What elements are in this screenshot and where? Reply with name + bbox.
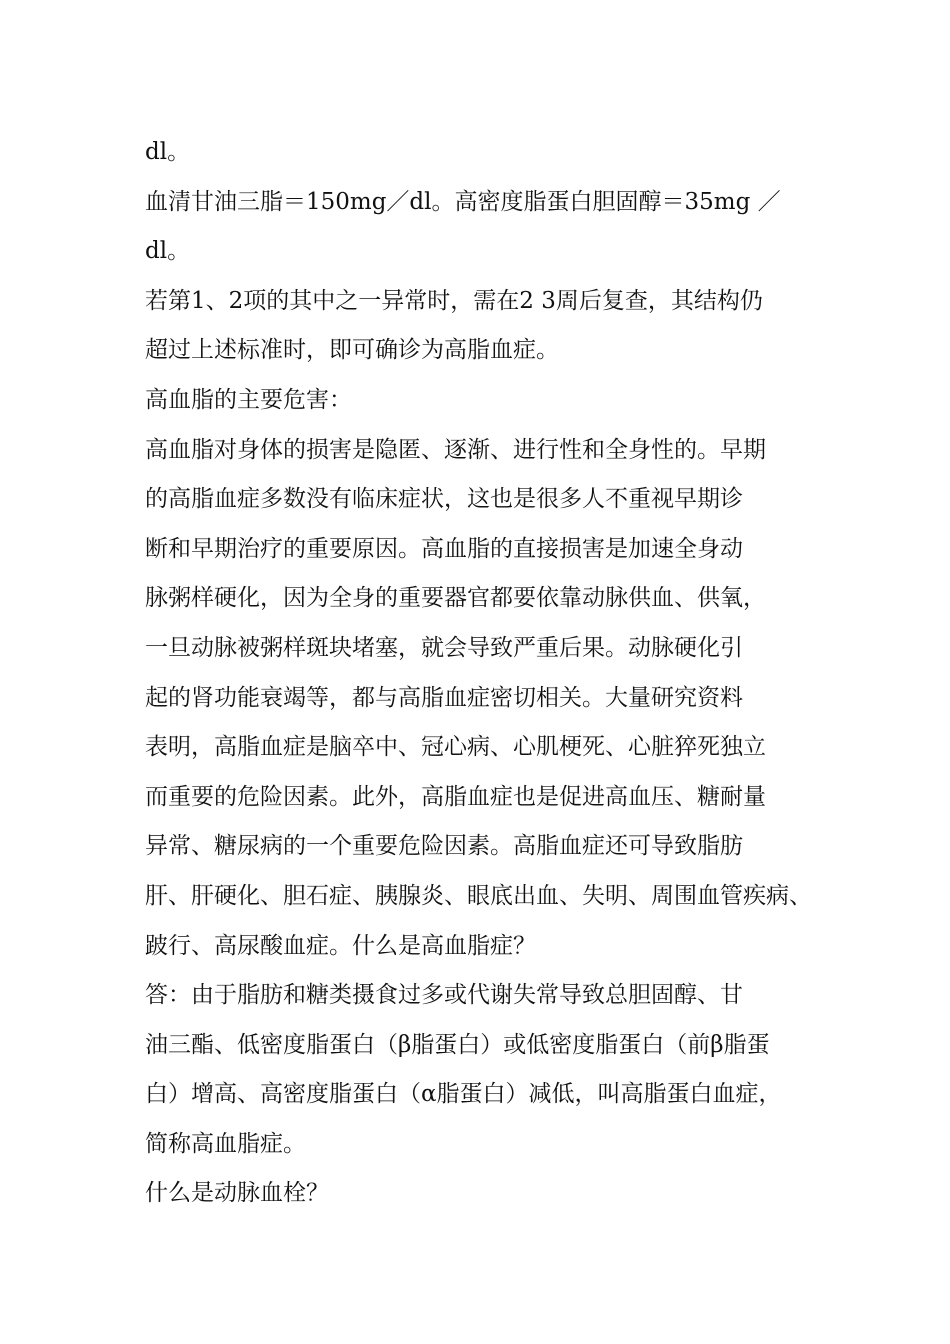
text-line: dl。 xyxy=(145,139,191,165)
text-line: 肝、肝硬化、胆石症、胰腺炎、眼底出血、失明、周围血管疾病、 xyxy=(145,882,812,909)
text-line: 超过上述标准时，即可确诊为高脂血症。 xyxy=(145,337,559,364)
text-line: 异常、糖尿病的一个重要危险因素。高脂血症还可导致脂肪 xyxy=(145,833,743,860)
text-line: 脉粥样硬化，因为全身的重要器官都要依靠动脉供血、供氧， xyxy=(145,585,766,612)
text-line: 简称高血脂症。 xyxy=(145,1130,306,1157)
text-line: 血清甘油三脂＝150mg／dl。高密度脂蛋白胆固醇＝35mg ／ xyxy=(145,188,781,215)
section-heading: 什么是动脉血栓？ xyxy=(145,1180,329,1207)
text-line: 一旦动脉被粥样斑块堵塞，就会导致严重后果。动脉硬化引 xyxy=(145,634,743,661)
text-line: 而重要的危险因素。此外，高脂血症也是促进高血压、糖耐量 xyxy=(145,783,766,810)
text-line: 跛行、高尿酸血症。什么是高血脂症？ xyxy=(145,932,536,959)
text-line: 若第1、2项的其中之一异常时，需在2 3周后复查，其结构仍 xyxy=(145,287,763,314)
text-line: 断和早期治疗的重要原因。高血脂的直接损害是加速全身动 xyxy=(145,535,743,562)
text-line: 油三酯、低密度脂蛋白（β脂蛋白）或低密度脂蛋白（前β脂蛋 xyxy=(145,1031,770,1058)
text-line: 表明，高脂血症是脑卒中、冠心病、心肌梗死、心脏猝死独立 xyxy=(145,734,766,761)
document-body xyxy=(145,128,825,1219)
section-heading: 高血脂的主要危害： xyxy=(145,386,352,413)
text-line: dl。 xyxy=(145,238,191,265)
text-line: 白）增高、高密度脂蛋白（α脂蛋白）减低，叫高脂蛋白血症， xyxy=(145,1081,782,1108)
text-line: 的高脂血症多数没有临床症状，这也是很多人不重视早期诊 xyxy=(145,486,743,513)
text-line: 高血脂对身体的损害是隐匿、逐渐、进行性和全身性的。早期 xyxy=(145,436,766,463)
text-line: 答：由于脂肪和糖类摄食过多或代谢失常导致总胆固醇、甘 xyxy=(145,982,743,1009)
text-line: 起的肾功能衰竭等，都与高脂血症密切相关。大量研究资料 xyxy=(145,684,743,711)
